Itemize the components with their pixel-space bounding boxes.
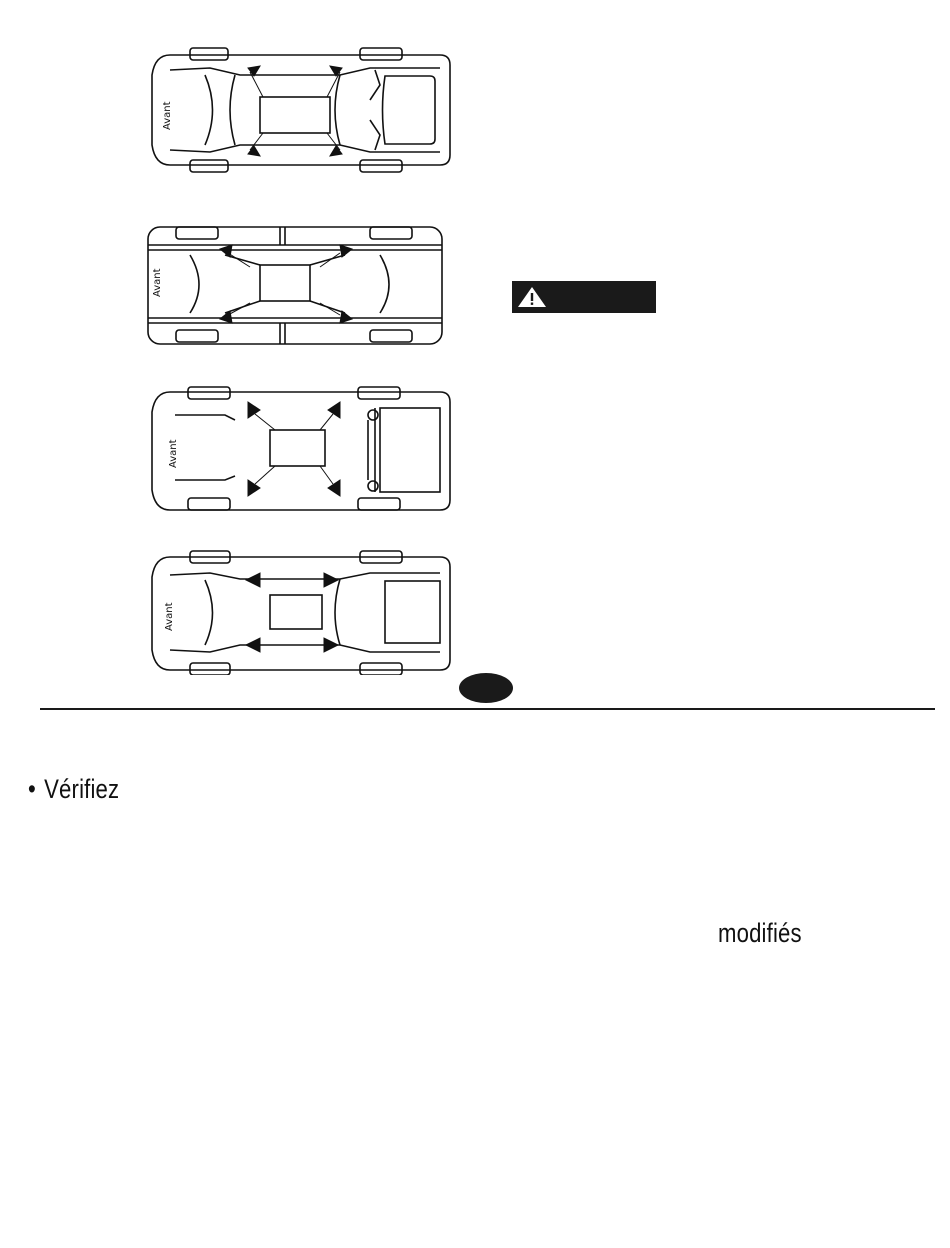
front-label: Avant — [162, 101, 173, 130]
bullet-text: Vérifiez — [44, 774, 120, 804]
vehicle-lift-diagram-sedan — [130, 40, 460, 180]
vehicle-lift-diagram-minivan — [130, 545, 460, 675]
front-label: Avant — [168, 439, 179, 468]
bullet-item — [28, 774, 119, 805]
vehicle-lift-diagram-frame — [130, 380, 460, 515]
warning-badge — [512, 281, 656, 313]
front-label: Avant — [152, 268, 163, 297]
vehicle-lift-diagram-truck — [130, 215, 450, 350]
front-label: Avant — [164, 602, 175, 631]
page-tab-marker — [459, 673, 513, 703]
section-divider — [40, 708, 935, 710]
bullet-dot: • — [28, 774, 36, 804]
warning-triangle-icon — [516, 285, 548, 309]
body-word: modifiés — [718, 918, 802, 948]
